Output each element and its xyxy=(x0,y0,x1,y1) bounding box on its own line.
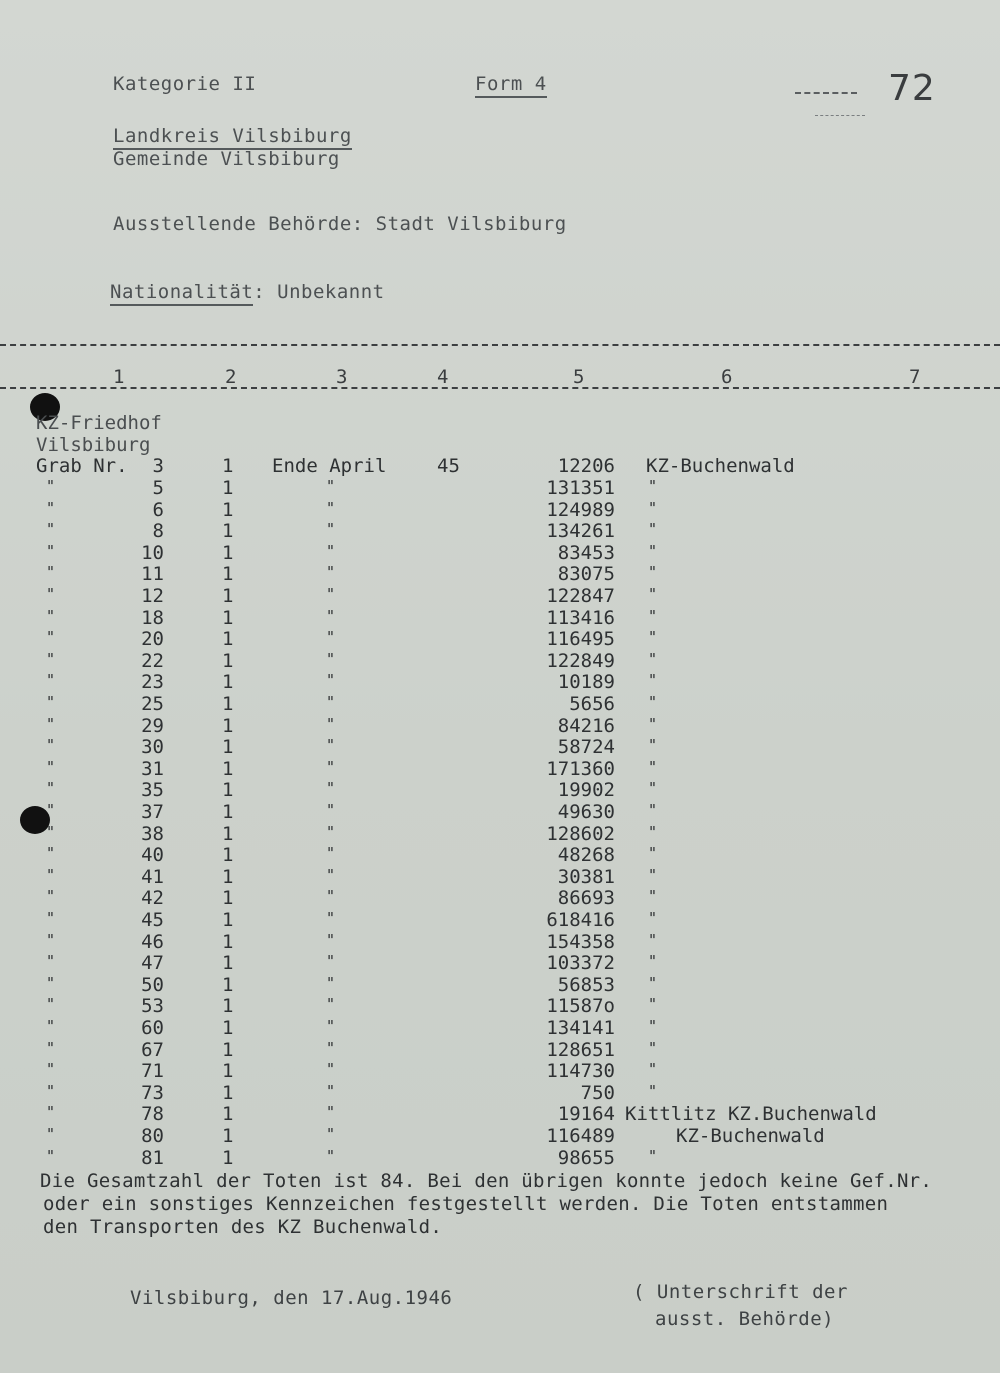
table-row-first xyxy=(0,455,1000,476)
grab-number: 3 xyxy=(152,455,164,477)
ditto-mark-col1: " xyxy=(46,931,56,949)
ditto-mark-col1: " xyxy=(46,974,56,992)
ditto-mark-col6: " xyxy=(648,585,658,603)
anzahl: 1 xyxy=(222,909,234,931)
ditto-mark-col1: " xyxy=(46,650,56,668)
anzahl: 1 xyxy=(222,1103,234,1125)
grab-number: 37 xyxy=(141,801,164,823)
table-row xyxy=(0,866,1000,887)
table-row xyxy=(0,1147,1000,1168)
ditto-mark-col3: " xyxy=(326,477,336,495)
ditto-mark-col3: " xyxy=(326,607,336,625)
ditto-mark-col3: " xyxy=(326,974,336,992)
anzahl: 1 xyxy=(222,1017,234,1039)
ditto-mark-col3: " xyxy=(326,844,336,862)
ditto-mark-col1: " xyxy=(46,823,56,841)
ditto-mark-col1: " xyxy=(46,736,56,754)
grab-number: 11 xyxy=(141,563,164,585)
ditto-mark-col1: " xyxy=(46,1039,56,1057)
ditto-mark-col1: " xyxy=(46,866,56,884)
ditto-mark-col1: " xyxy=(46,585,56,603)
gef-nr: 134141 xyxy=(546,1017,615,1039)
ditto-mark-col6: " xyxy=(648,650,658,668)
ditto-mark-col3: " xyxy=(326,866,336,884)
gef-nr: 83453 xyxy=(557,542,615,564)
table-row xyxy=(0,779,1000,800)
ditto-mark-col3: " xyxy=(326,823,336,841)
table-row xyxy=(0,974,1000,995)
anzahl: 1 xyxy=(222,607,234,629)
lager: Kittlitz KZ.Buchenwald xyxy=(625,1103,877,1125)
table-row xyxy=(0,585,1000,606)
ditto-mark-col6: " xyxy=(648,499,658,517)
ditto-mark-col3: " xyxy=(326,801,336,819)
column-header-2: 2 xyxy=(225,366,237,388)
ditto-mark-col3: " xyxy=(326,887,336,905)
table-row xyxy=(0,477,1000,498)
column-header-5: 5 xyxy=(573,366,585,388)
place-line-1: KZ-Friedhof xyxy=(36,412,162,434)
ditto-mark-col3: " xyxy=(326,563,336,581)
grab-number: 38 xyxy=(141,823,164,845)
gef-nr: 10189 xyxy=(557,671,615,693)
table-row xyxy=(0,931,1000,952)
ditto-mark-col6: " xyxy=(648,563,658,581)
ditto-mark-col1: " xyxy=(46,758,56,776)
ditto-mark-col6: " xyxy=(648,801,658,819)
nationalitaet xyxy=(110,281,385,303)
table-row xyxy=(0,650,1000,671)
grab-number: 25 xyxy=(141,693,164,715)
grab-number: 18 xyxy=(141,607,164,629)
grab-number: 42 xyxy=(141,887,164,909)
column-header-4: 4 xyxy=(437,366,449,388)
footnote-line-2: oder ein sonstiges Kennzeichen festgestellt werden. Die Toten entstammen xyxy=(43,1193,889,1215)
grab-number: 47 xyxy=(141,952,164,974)
anzahl: 1 xyxy=(222,887,234,909)
anzahl: 1 xyxy=(222,585,234,607)
anzahl: 1 xyxy=(222,823,234,845)
ditto-mark-col1: " xyxy=(46,1147,56,1165)
column-header-1: 1 xyxy=(113,366,125,388)
table-row xyxy=(0,520,1000,541)
landkreis: Landkreis Vilsbiburg xyxy=(113,125,352,150)
anzahl: 1 xyxy=(222,693,234,715)
grab-number: 31 xyxy=(141,758,164,780)
ditto-mark-col6: " xyxy=(648,887,658,905)
grab-label: Grab Nr. xyxy=(36,455,128,477)
table-row xyxy=(0,887,1000,908)
gef-nr: 116495 xyxy=(546,628,615,650)
table-row xyxy=(0,1060,1000,1081)
table-row xyxy=(0,628,1000,649)
table-top-rule xyxy=(0,344,1000,346)
gef-nr: 48268 xyxy=(557,844,615,866)
table-header-rule xyxy=(0,387,1000,389)
gef-nr: 618416 xyxy=(546,909,615,931)
ditto-mark-col3: " xyxy=(326,931,336,949)
table-row xyxy=(0,607,1000,628)
grab-number: 53 xyxy=(141,995,164,1017)
grab-number: 45 xyxy=(141,909,164,931)
ditto-mark-col6: " xyxy=(648,952,658,970)
gef-nr: 98655 xyxy=(557,1147,615,1169)
ditto-mark-col3: " xyxy=(326,650,336,668)
ausstellende-behoerde: Ausstellende Behörde: Stadt Vilsbiburg xyxy=(113,213,567,235)
grab-number: 10 xyxy=(141,542,164,564)
ditto-mark-col1: " xyxy=(46,909,56,927)
ditto-mark-col3: " xyxy=(326,1060,336,1078)
ditto-mark-col3: " xyxy=(326,758,336,776)
ditto-mark-col1: " xyxy=(46,779,56,797)
ditto-mark-col1: " xyxy=(46,1082,56,1100)
anzahl: 1 xyxy=(222,995,234,1017)
page-stamp-mark xyxy=(795,92,857,94)
grab-number: 30 xyxy=(141,736,164,758)
ditto-mark-col6: " xyxy=(648,693,658,711)
anzahl: 1 xyxy=(222,1060,234,1082)
grab-number: 67 xyxy=(141,1039,164,1061)
table-row xyxy=(0,823,1000,844)
table-row xyxy=(0,995,1000,1016)
gef-nr: 86693 xyxy=(557,887,615,909)
nationalitaet-label: Nationalität xyxy=(110,281,253,306)
ditto-mark-col6: " xyxy=(648,974,658,992)
anzahl: 1 xyxy=(222,844,234,866)
table-row xyxy=(0,758,1000,779)
grab-number: 78 xyxy=(141,1103,164,1125)
grab-number: 50 xyxy=(141,974,164,996)
anzahl: 1 xyxy=(222,1039,234,1061)
ditto-mark-col3: " xyxy=(326,1017,336,1035)
ditto-mark-col3: " xyxy=(326,499,336,517)
ditto-mark-col6: " xyxy=(648,715,658,733)
gef-nr: 134261 xyxy=(546,520,615,542)
ditto-mark-col1: " xyxy=(46,715,56,733)
ditto-mark-col3: " xyxy=(326,779,336,797)
ditto-mark-col1: " xyxy=(46,628,56,646)
anzahl: 1 xyxy=(222,477,234,499)
gef-nr: 5656 xyxy=(569,693,615,715)
gef-nr: 114730 xyxy=(546,1060,615,1082)
gef-nr: 122849 xyxy=(546,650,615,672)
ditto-mark-col3: " xyxy=(326,1125,336,1143)
ditto-mark-col3: " xyxy=(326,542,336,560)
gef-nr: 84216 xyxy=(557,715,615,737)
ditto-mark-col1: " xyxy=(46,995,56,1013)
table-row xyxy=(0,1082,1000,1103)
ditto-mark-col3: " xyxy=(326,1147,336,1165)
ditto-mark-col6: " xyxy=(648,520,658,538)
ditto-mark-col6: " xyxy=(648,477,658,495)
ditto-mark-col1: " xyxy=(46,844,56,862)
gef-nr: 171360 xyxy=(546,758,615,780)
ditto-mark-col6: " xyxy=(648,1039,658,1057)
ditto-mark-col6: " xyxy=(648,542,658,560)
table-row xyxy=(0,563,1000,584)
ditto-mark-col1: " xyxy=(46,887,56,905)
table-row xyxy=(0,844,1000,865)
ditto-mark-col3: " xyxy=(326,1103,336,1121)
form-number: Form 4 xyxy=(475,73,547,98)
gef-nr: 122847 xyxy=(546,585,615,607)
gef-nr: 19164 xyxy=(557,1103,615,1125)
anzahl: 1 xyxy=(222,520,234,542)
signature-label-line-2: ausst. Behörde) xyxy=(655,1308,835,1330)
ditto-mark-col3: " xyxy=(326,909,336,927)
grab-number: 81 xyxy=(141,1147,164,1169)
ditto-mark-col6: " xyxy=(648,1060,658,1078)
anzahl: 1 xyxy=(222,866,234,888)
ditto-mark-col3: " xyxy=(326,520,336,538)
ditto-mark-col6: " xyxy=(648,931,658,949)
grab-number: 80 xyxy=(141,1125,164,1147)
anzahl: 1 xyxy=(222,801,234,823)
footnote-line-3: den Transporten des KZ Buchenwald. xyxy=(43,1216,443,1238)
lager: KZ-Buchenwald xyxy=(676,1125,825,1147)
anzahl: 1 xyxy=(222,715,234,737)
anzahl: 1 xyxy=(222,758,234,780)
ditto-mark-col1: " xyxy=(46,1125,56,1143)
grab-number: 8 xyxy=(152,520,164,542)
ditto-mark-col6: " xyxy=(648,995,658,1013)
gef-nr: 113416 xyxy=(546,607,615,629)
gef-nr: 19902 xyxy=(557,779,615,801)
jahr: 45 xyxy=(437,455,460,477)
table-row xyxy=(0,909,1000,930)
gef-nr: 128602 xyxy=(546,823,615,845)
gef-nr: 58724 xyxy=(557,736,615,758)
anzahl: 1 xyxy=(222,499,234,521)
gef-nr: 11587o xyxy=(546,995,615,1017)
grab-number: 12 xyxy=(141,585,164,607)
table-row xyxy=(0,952,1000,973)
anzahl: 1 xyxy=(222,1125,234,1147)
ort-datum: Vilsbiburg, den 17.Aug.1946 xyxy=(130,1287,453,1309)
grab-number: 40 xyxy=(141,844,164,866)
grab-number: 20 xyxy=(141,628,164,650)
ditto-mark-col3: " xyxy=(326,671,336,689)
ditto-mark-col1: " xyxy=(46,693,56,711)
table-row xyxy=(0,801,1000,822)
ditto-mark-col3: " xyxy=(326,1039,336,1057)
gef-nr: 154358 xyxy=(546,931,615,953)
ditto-mark-col6: " xyxy=(648,823,658,841)
anzahl: 1 xyxy=(222,779,234,801)
grab-number: 29 xyxy=(141,715,164,737)
gef-nr: 12206 xyxy=(557,455,615,477)
ditto-mark-col1: " xyxy=(46,952,56,970)
ditto-mark-col3: " xyxy=(326,628,336,646)
table-row xyxy=(0,1039,1000,1060)
grab-number: 71 xyxy=(141,1060,164,1082)
anzahl: 1 xyxy=(222,974,234,996)
ditto-mark-col3: " xyxy=(326,715,336,733)
grab-number: 60 xyxy=(141,1017,164,1039)
ditto-mark-col3: " xyxy=(326,1082,336,1100)
footnote-line-1: Die Gesamtzahl der Toten ist 84. Bei den übrigen konnte jedoch keine Gef.Nr. xyxy=(40,1170,933,1192)
ditto-mark-col6: " xyxy=(648,1082,658,1100)
ditto-mark-col6: " xyxy=(648,736,658,754)
ditto-mark-col6: " xyxy=(648,844,658,862)
gef-nr: 83075 xyxy=(557,563,615,585)
page-stamp-mark-2 xyxy=(815,115,865,116)
gef-nr: 131351 xyxy=(546,477,615,499)
nationalitaet-value: : Unbekannt xyxy=(253,281,385,303)
ditto-mark-col1: " xyxy=(46,499,56,517)
ditto-mark-col1: " xyxy=(46,607,56,625)
gef-nr: 116489 xyxy=(546,1125,615,1147)
column-header-7: 7 xyxy=(909,366,921,388)
table-row xyxy=(0,671,1000,692)
gef-nr: 750 xyxy=(580,1082,615,1104)
table-row xyxy=(0,1103,1000,1124)
grab-number: 35 xyxy=(141,779,164,801)
gef-nr: 128651 xyxy=(546,1039,615,1061)
anzahl: 1 xyxy=(222,1082,234,1104)
ditto-mark-col6: " xyxy=(648,866,658,884)
gemeinde: Gemeinde Vilsbiburg xyxy=(113,148,340,170)
ditto-mark-col6: " xyxy=(648,607,658,625)
grab-number: 23 xyxy=(141,671,164,693)
table-row xyxy=(0,1125,1000,1146)
column-header-6: 6 xyxy=(721,366,733,388)
grab-number: 46 xyxy=(141,931,164,953)
ditto-mark-col3: " xyxy=(326,952,336,970)
anzahl: 1 xyxy=(222,563,234,585)
grab-number: 73 xyxy=(141,1082,164,1104)
anzahl: 1 xyxy=(222,671,234,693)
ditto-mark-col6: " xyxy=(648,909,658,927)
table-row xyxy=(0,499,1000,520)
ditto-mark-col3: " xyxy=(326,736,336,754)
signature-label-line-1: ( Unterschrift der xyxy=(633,1281,848,1303)
ditto-mark-col1: " xyxy=(46,563,56,581)
ditto-mark-col6: " xyxy=(648,758,658,776)
anzahl: 1 xyxy=(222,931,234,953)
anzahl: 1 xyxy=(222,628,234,650)
ditto-mark-col6: " xyxy=(648,628,658,646)
table-row xyxy=(0,542,1000,563)
gef-nr: 103372 xyxy=(546,952,615,974)
ditto-mark-col6: " xyxy=(648,671,658,689)
gef-nr: 56853 xyxy=(557,974,615,996)
ditto-mark-col3: " xyxy=(326,585,336,603)
ditto-mark-col6: " xyxy=(648,1147,658,1165)
gef-nr: 124989 xyxy=(546,499,615,521)
ditto-mark-col1: " xyxy=(46,1017,56,1035)
ditto-mark-col1: " xyxy=(46,1060,56,1078)
table-row xyxy=(0,693,1000,714)
ditto-mark-col1: " xyxy=(46,801,56,819)
grab-number: 5 xyxy=(152,477,164,499)
anzahl: 1 xyxy=(222,1147,234,1169)
ditto-mark-col1: " xyxy=(46,542,56,560)
anzahl: 1 xyxy=(222,542,234,564)
anzahl: 1 xyxy=(222,455,234,477)
anzahl: 1 xyxy=(222,650,234,672)
datum: Ende April xyxy=(272,455,387,477)
anzahl: 1 xyxy=(222,736,234,758)
place-line-2: Vilsbiburg xyxy=(36,434,151,456)
ditto-mark-col6: " xyxy=(648,1017,658,1035)
kategorie: Kategorie II xyxy=(113,73,257,95)
ditto-mark-col1: " xyxy=(46,520,56,538)
gef-nr: 30381 xyxy=(557,866,615,888)
grab-number: 41 xyxy=(141,866,164,888)
gef-nr: 49630 xyxy=(557,801,615,823)
grab-number: 6 xyxy=(152,499,164,521)
ditto-mark-col3: " xyxy=(326,693,336,711)
table-row xyxy=(0,736,1000,757)
page-number: 72 xyxy=(888,68,936,109)
anzahl: 1 xyxy=(222,952,234,974)
ditto-mark-col3: " xyxy=(326,995,336,1013)
ditto-mark-col1: " xyxy=(46,671,56,689)
lager: KZ-Buchenwald xyxy=(646,455,795,477)
ditto-mark-col6: " xyxy=(648,779,658,797)
grab-number: 22 xyxy=(141,650,164,672)
table-row xyxy=(0,715,1000,736)
table-row xyxy=(0,1017,1000,1038)
column-header-3: 3 xyxy=(336,366,348,388)
ditto-mark-col1: " xyxy=(46,477,56,495)
ditto-mark-col1: " xyxy=(46,1103,56,1121)
